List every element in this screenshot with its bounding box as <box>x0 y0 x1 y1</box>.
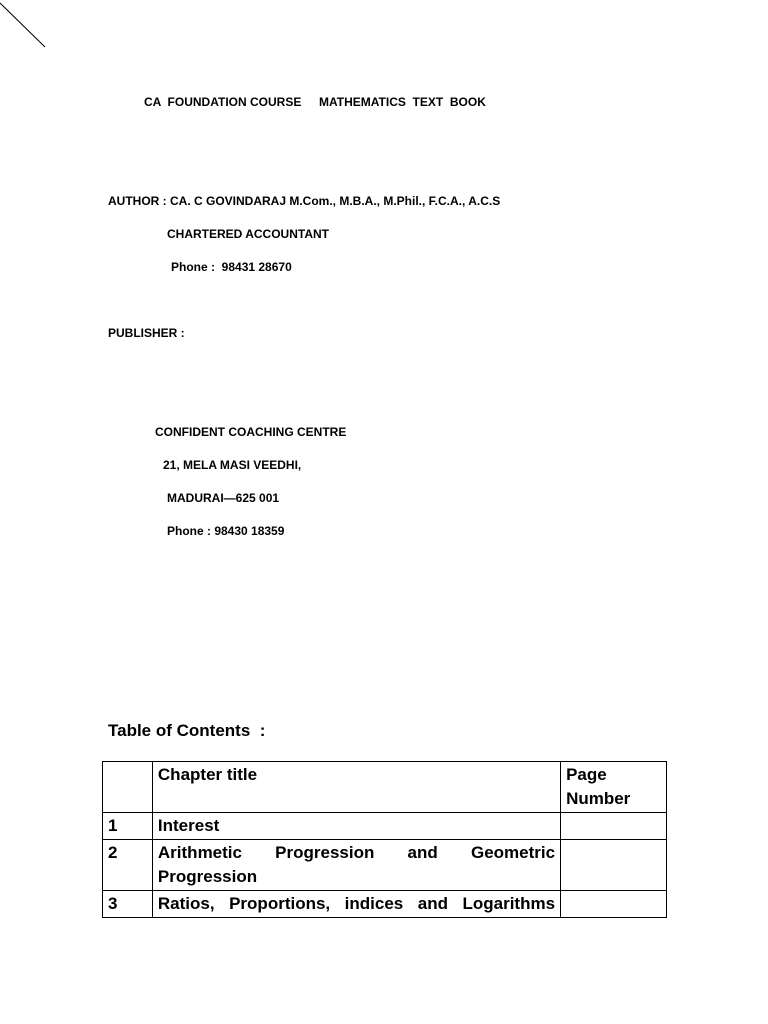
table-row <box>103 840 667 891</box>
author-line: AUTHOR : CA. C GOVINDARAJ M.Com., M.B.A., M.Phil., F.C.A., A.C.S <box>108 194 501 208</box>
course-title: CA FOUNDATION COURSE <box>144 95 302 109</box>
book-title: MATHEMATICS TEXT BOOK <box>319 95 486 109</box>
toc-chapter-page <box>561 891 667 918</box>
toc-chapter-title: Ratios, Proportions, indices and Logarithms <box>152 891 560 918</box>
table-row <box>103 813 667 840</box>
toc-chapter-page <box>561 840 667 891</box>
publisher-address-line2: MADURAI—625 001 <box>167 491 280 505</box>
corner-fold-line <box>0 0 48 50</box>
toc-header-page: Page Number <box>561 762 667 813</box>
table-row <box>103 891 667 918</box>
author-role: CHARTERED ACCOUNTANT <box>167 227 329 241</box>
publisher-name: CONFIDENT COACHING CENTRE <box>155 425 347 439</box>
toc-chapter-number: 1 <box>103 813 153 840</box>
toc-header-title: Chapter title <box>152 762 560 813</box>
toc-chapter-page <box>561 813 667 840</box>
toc-heading: Table of Contents : <box>108 721 266 740</box>
toc-header-number <box>103 762 153 813</box>
publisher-address-line1: 21, MELA MASI VEEDHI, <box>163 458 302 472</box>
toc-header-row <box>103 762 667 813</box>
publisher-label: PUBLISHER : <box>108 326 185 340</box>
toc-chapter-title: Interest <box>152 813 560 840</box>
toc-chapter-number: 3 <box>103 891 153 918</box>
publisher-phone: Phone : 98430 18359 <box>167 524 285 538</box>
toc-chapter-title: Arithmetic Progression and Geometric Progression <box>152 840 560 891</box>
toc-chapter-number: 2 <box>103 840 153 891</box>
toc-table <box>102 761 667 918</box>
author-phone: Phone : 98431 28670 <box>171 260 292 274</box>
